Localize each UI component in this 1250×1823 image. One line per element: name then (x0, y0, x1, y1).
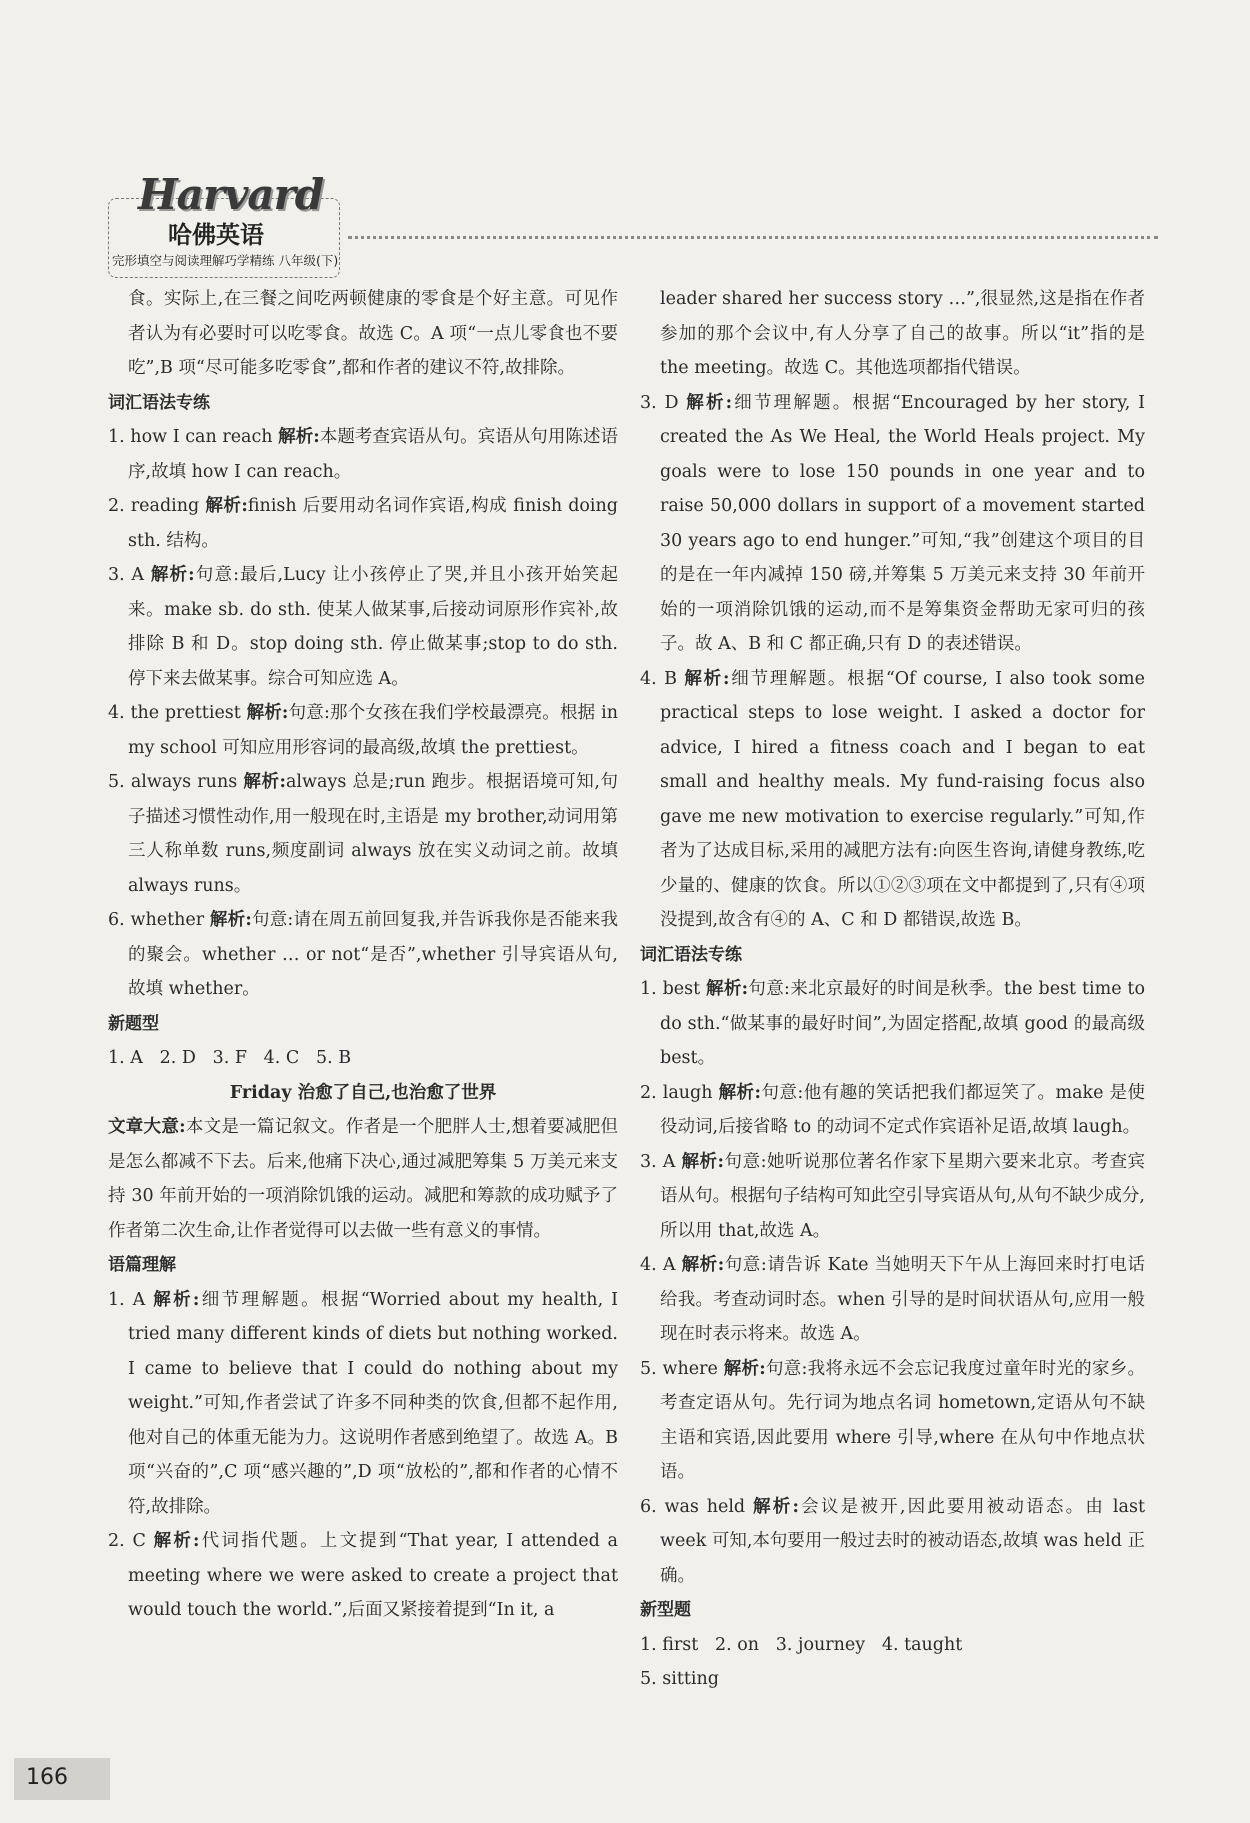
section-heading: 词汇语法专练 (108, 392, 210, 413)
page-number: 166 (26, 1765, 68, 1790)
right-column (640, 282, 1145, 1697)
answer-item: 2. laugh 解析:句意:他有趣的笑话把我们都逗笑了。make 是使役动词,后接省略 to 的动词不定式作宾语补足语,故填 laugh。 (640, 1082, 1145, 1137)
answer-item: 4. the prettiest 解析:句意:那个女孩在我们学校最漂亮。根据 in my school 可知应用形容词的最高级,故填 the prettiest。 (108, 703, 618, 758)
section-heading: 语篇理解 (108, 1255, 176, 1275)
header-dotted-rule (348, 236, 1158, 241)
answer-item: 4. A 解析:句意:请告诉 Kate 当她明天下午从上海回来时打电话给我。考查动词时态。when 引导的是时间状语从句,应用一般现在时表示将来。故选 A。 (640, 1255, 1145, 1344)
page-header (108, 170, 1158, 280)
answer-item: 2. C 解析:代词指代题。上文提到“That year, I attended a meeting where we were asked to create a project that would touch the world.”,后面又紧接着提到“In it, a (108, 1531, 618, 1620)
answer-line: 1. first 2. on 3. journey 4. taught (640, 1634, 963, 1655)
answer-item: 2. reading 解析:finish 后要用动名词作宾语,构成 finish doing sth. 结构。 (108, 496, 618, 551)
book-title: 完形填空与阅读理解巧学精练 八年级(下) (112, 253, 339, 268)
section-heading: 新题型 (108, 1013, 159, 1034)
left-column (108, 282, 618, 1628)
answer-item: 1. A 解析:细节理解题。根据“Worried about my health, I tried many different kinds of diets but nothing worked. I came to believe that I could do nothing about my weight.”可知,作者尝试了许多不同种类的饮食,但都不起作用,他对自己的体重无能为力。这说明作者感到绝望了。故选 A。B 项“兴奋的”,C 项“感兴趣的”,D 项“放松的”,都和作者的心情不符,故排除。 (108, 1289, 618, 1517)
section-heading: 词汇语法专练 (640, 944, 742, 965)
answer-item: 5. where 解析:句意:我将永远不会忘记我度过童年时光的家乡。考查定语从句。先行词为地点名词 hometown,定语从句不缺主语和宾语,因此要用 where 引导,where 在从句中作地点状语。 (640, 1358, 1145, 1482)
answer-item: 1. best 解析:句意:来北京最好的时间是秋季。the best time to do sth.“做某事的最好时间”,为固定搭配,故填 good 的最高级 best。 (640, 979, 1145, 1068)
answer-item: 3. A 解析:句意:她听说那位著名作家下星期六要来北京。考查宾语从句。根据句子结构可知此空引导宾语从句,从句不缺少成分,所以用 that,故选 A。 (640, 1151, 1145, 1241)
answer-line: 1. A 2. D 3. F 4. C 5. B (108, 1048, 352, 1068)
intro-paragraph: 食。实际上,在三餐之间吃两顿健康的零食是个好主意。可见作者认为有必要时可以吃零食。故选 C。A 项“一点儿零食也不要吃”,B 项“尽可能多吃零食”,都和作者的建议不符,故排除。 (128, 289, 618, 378)
passage-title: Friday 治愈了自己,也治愈了世界 (229, 1082, 497, 1103)
section-heading: 新型题 (640, 1600, 691, 1620)
answer-line: 5. sitting (640, 1669, 719, 1689)
answer-item: 6. whether 解析:句意:请在周五前回复我,并告诉我你是否能来我的聚会。whether … or not“是否”,whether 引导宾语从句,故填 whether。 (108, 910, 618, 999)
answer-item: 4. B 解析:细节理解题。根据“Of course, I also took some practical steps to lose weight. I asked a doctor for advice, I hired a fitness coach and I began to eat small and healthy meals. My fund-raising focus also gave me new motivation to exercise regularly.”可知,作者为了达成目标,采用的减肥方法有:向医生咨询,请健身教练,吃少量的、健康的饮食。所以①②③项在文中都提到了,只有④项没提到,故含有④的 A、C 和 D 都错误,故选 B。 (640, 668, 1146, 930)
logo-chinese: 哈佛英语 (168, 221, 264, 249)
answer-item: 6. was held 解析:会议是被开,因此要用被动语态。由 last week 可知,本句要用一般过去时的被动语态,故填 was held 正确。 (640, 1496, 1145, 1586)
answer-item: 3. D 解析:细节理解题。根据“Encouraged by her story, I created the As We Heal, the World Heals project. My goals were to lose 150 pounds in one year and to raise 50,000 dollars in support of a movement started 30 years ago to end hunger.”可知,“我”创建这个项目的目的是在一年内减掉 150 磅,并筹集 5 万美元来支持 30 年前开始的一项消除饥饿的运动,而不是筹集资金帮助无家可归的孩子。故 A、B 和 C 都正确,只有 D 的表述错误。 (640, 392, 1145, 654)
answer-item: 5. always runs 解析:always 总是;run 跑步。根据语境可知,句子描述习惯性动作,用一般现在时,主语是 my brother,动词用第三人称单数 runs,频度副词 always 放在实义动词之前。故填 always runs。 (108, 772, 618, 896)
summary-paragraph: 文章大意:本文是一篇记叙文。作者是一个肥胖人士,想着要减肥但是怎么都减不下去。后来,他痛下决心,通过减肥筹集 5 万美元来支持 30 年前开始的一项消除饥饿的运动。减肥和筹款的成功赋予了作者第二次生命,让作者觉得可以去做一些有意义的事情。 (108, 1117, 618, 1241)
answer-item: 3. A 解析:句意:最后,Lucy 让小孩停止了哭,并且小孩开始笑起来。make sb. do sth. 使某人做某事,后接动词原形作宾补,故排除 B 和 D。stop doing sth. 停止做某事;stop to do sth. 停下来去做某事。综合可知应选 A。 (108, 565, 618, 689)
logo-harvard: Harvard (138, 170, 324, 219)
answer-item: 1. how I can reach 解析:本题考查宾语从句。宾语从句用陈述语序,故填 how I can reach。 (108, 427, 618, 482)
continued-paragraph: leader shared her success story …”,很显然,这是指在作者参加的那个会议中,有人分享了自己的故事。所以“it”指的是 the meeting。故选 C。其他选项都指代错误。 (660, 289, 1145, 378)
